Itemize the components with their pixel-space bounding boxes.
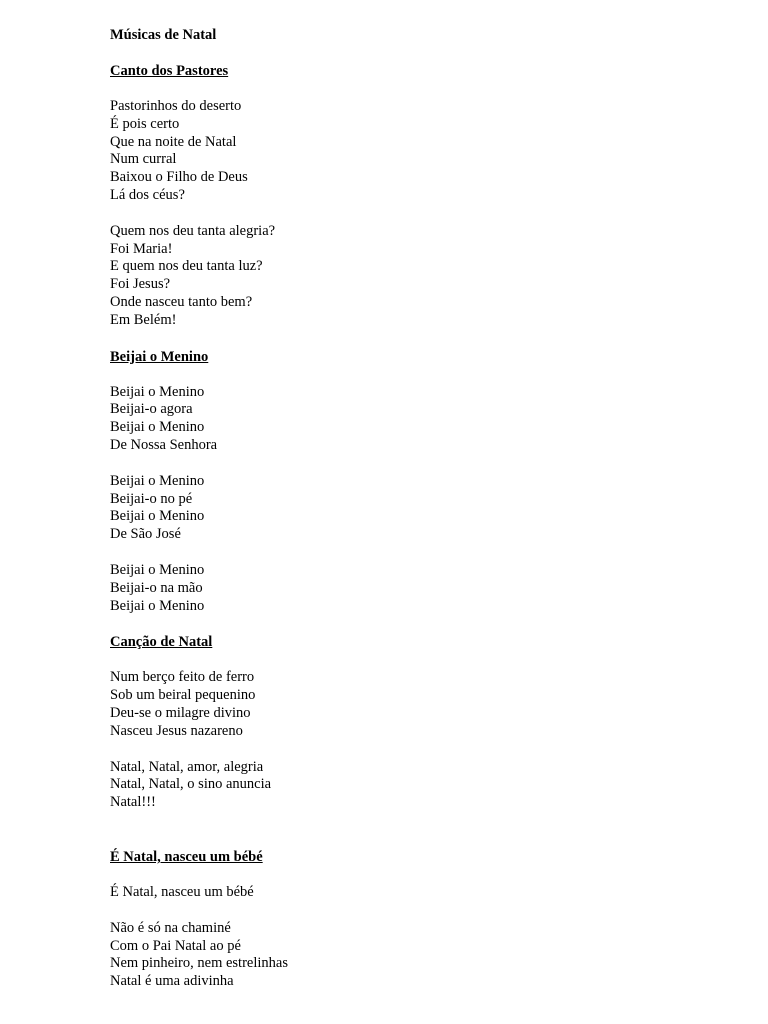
stanza <box>110 669 710 740</box>
lyric-line: Não é só na chaminé <box>110 919 231 936</box>
song-beijai-o-menino <box>110 348 710 616</box>
lyric-line: Em Belém! <box>110 311 177 328</box>
song-e-natal-nasceu-um-bebe <box>110 848 710 991</box>
lyric-line: Num berço feito de ferro <box>110 669 255 686</box>
lyric-line: Num curral <box>110 151 177 168</box>
stanza <box>110 759 710 812</box>
stanza <box>110 920 710 991</box>
lyric-line: Natal, Natal, o sino anuncia <box>110 776 272 793</box>
lyric-line: Baixou o Filho de Deus <box>110 169 248 186</box>
stanza <box>110 473 710 544</box>
lyric-line: É pois certo <box>110 115 180 132</box>
lyric-line: De Nossa Senhora <box>110 436 218 453</box>
song-title: Canto dos Pastores <box>110 63 229 79</box>
song-cancao-de-natal <box>110 633 710 812</box>
lyric-line: Nasceu Jesus nazareno <box>110 722 243 739</box>
lyric-line: Deu-se o milagre divino <box>110 704 251 721</box>
lyric-line: Natal!!! <box>110 794 156 811</box>
lyric-line: Beijai o Menino <box>110 419 205 436</box>
lyric-line: Beijai-o na mão <box>110 579 203 596</box>
lyric-line: Beijai o Menino <box>110 508 205 525</box>
lyric-line: Beijai-o agora <box>110 401 193 418</box>
lyric-line: Onde nasceu tanto bem? <box>110 293 253 310</box>
lyric-line: Nem pinheiro, nem estrelinhas <box>110 955 288 972</box>
stanza <box>110 562 710 615</box>
lyric-line: Foi Jesus? <box>110 276 171 293</box>
lyric-line: Beijai o Menino <box>110 472 205 489</box>
lyric-line: Beijai-o no pé <box>110 490 193 507</box>
lyric-line: Que na noite de Natal <box>110 133 237 150</box>
document-page <box>110 26 710 991</box>
lyric-line: Natal, Natal, amor, alegria <box>110 758 264 775</box>
stanza <box>110 384 710 455</box>
stanza <box>110 98 710 205</box>
lyric-line: Foi Maria! <box>110 240 173 257</box>
lyric-line: Beijai o Menino <box>110 561 205 578</box>
lyric-line: Quem nos deu tanta alegria? <box>110 222 276 239</box>
song-canto-dos-pastores <box>110 62 710 330</box>
lyric-line: É Natal, nasceu um bébé <box>110 883 254 900</box>
lyric-line: E quem nos deu tanta luz? <box>110 258 263 275</box>
stanza <box>110 223 710 330</box>
stanza <box>110 884 710 902</box>
song-title: Beijai o Menino <box>110 348 209 365</box>
lyric-line: Beijai o Menino <box>110 383 205 400</box>
lyric-line: Natal é uma adivinha <box>110 973 234 990</box>
document-title: Músicas de Natal <box>110 27 217 43</box>
lyric-line: Com o Pai Natal ao pé <box>110 937 241 954</box>
song-title: Canção de Natal <box>110 634 213 651</box>
lyric-line: Pastorinhos do deserto <box>110 98 242 114</box>
lyric-line: Sob um beiral pequenino <box>110 687 256 704</box>
lyric-line: De São José <box>110 526 181 543</box>
lyric-line: Lá dos céus? <box>110 186 185 203</box>
song-title: É Natal, nasceu um bébé <box>110 848 263 865</box>
lyric-line: Beijai o Menino <box>110 597 205 614</box>
